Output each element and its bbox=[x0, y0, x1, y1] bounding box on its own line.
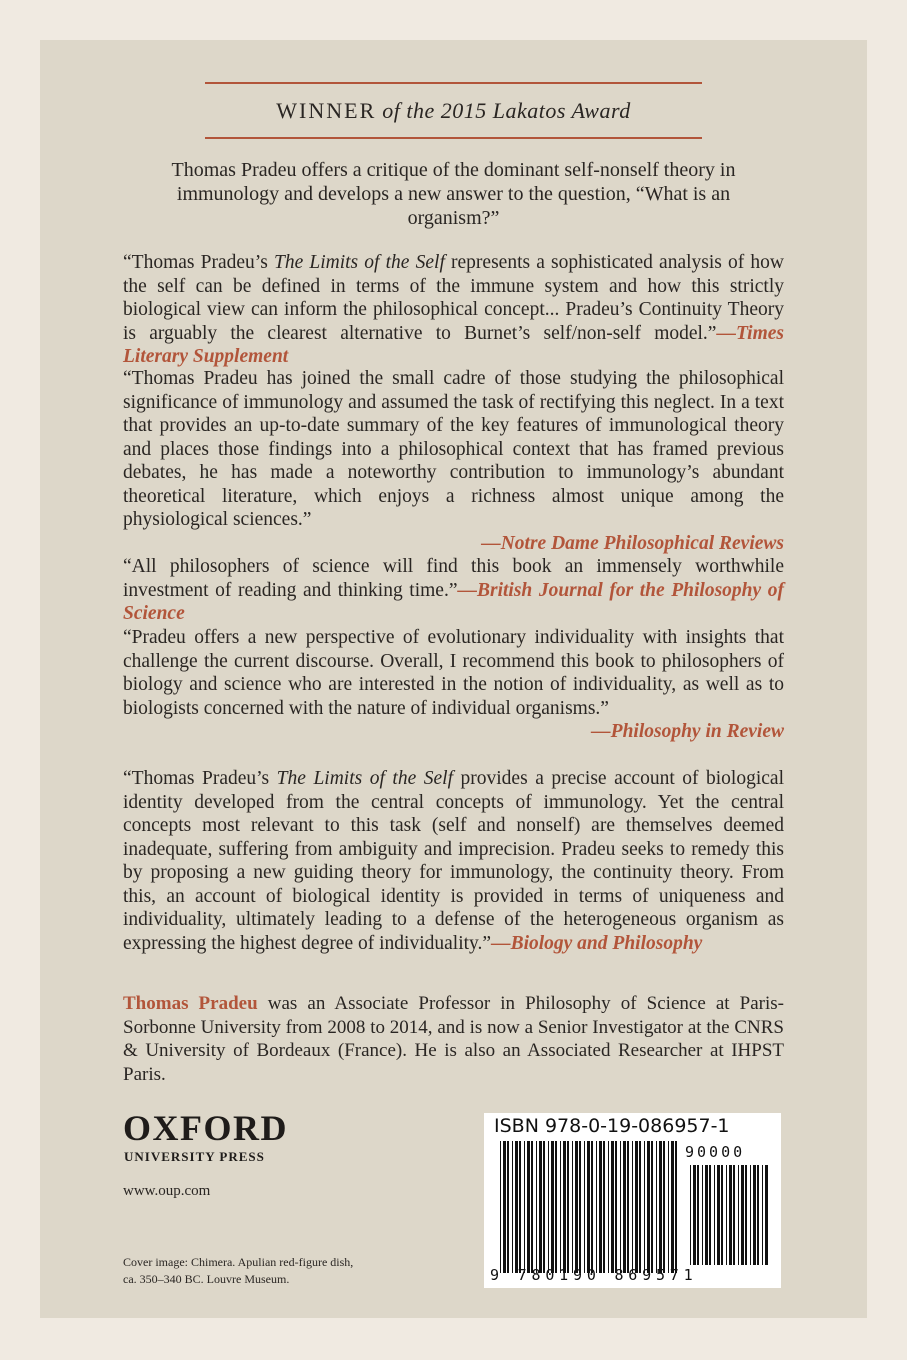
isbn-barcode bbox=[484, 1113, 781, 1288]
credit-line-1: Cover image: Chimera. Apulian red-figure dish, bbox=[123, 1255, 354, 1269]
barcode-bar bbox=[632, 1141, 633, 1273]
barcode-bar bbox=[627, 1141, 629, 1273]
barcode-bar bbox=[717, 1165, 720, 1265]
barcode-bar bbox=[729, 1165, 732, 1265]
barcode-bar bbox=[555, 1141, 557, 1273]
barcode-bar bbox=[702, 1165, 703, 1265]
barcode-bar bbox=[596, 1141, 597, 1273]
barcode-digits: 9 780190 869571 bbox=[490, 1266, 698, 1284]
barcode-bar bbox=[741, 1165, 744, 1265]
barcode-bar bbox=[647, 1141, 650, 1273]
barcode-bar bbox=[753, 1165, 756, 1265]
author-bio bbox=[123, 992, 784, 1086]
barcode-bar bbox=[639, 1141, 641, 1273]
barcode-bar bbox=[726, 1165, 727, 1265]
barcode-bar bbox=[659, 1141, 662, 1273]
publisher-press: UNIVERSITY PRESS bbox=[124, 1149, 265, 1164]
barcode-bar bbox=[663, 1141, 665, 1273]
barcode-bar bbox=[584, 1141, 585, 1273]
quote-text: “Thomas Pradeu’s bbox=[123, 768, 277, 789]
cover-credit bbox=[123, 1254, 383, 1288]
barcode-bar bbox=[599, 1141, 602, 1273]
barcode-bar bbox=[560, 1141, 561, 1273]
book-title: The Limits of the Self bbox=[276, 768, 453, 789]
publisher-url[interactable]: www.oup.com bbox=[123, 1183, 211, 1199]
barcode-bar bbox=[536, 1141, 537, 1273]
bio-text: was an Associate Professor in Philosophy of Science at Paris-Sorbonne University from 2008 to 2014, and is now a Senior Investigator at the CNRS & University of Bordeaux (France). He is also an Associated Researcher at IHPST Paris. bbox=[123, 993, 784, 1085]
barcode-bar bbox=[762, 1165, 763, 1265]
barcode-bar bbox=[651, 1141, 653, 1273]
barcode-bar bbox=[551, 1141, 554, 1273]
quote-text: “Pradeu offers a new perspective of evolutionary individuality with insights that challenge the current discourse. Overall, I recommend this book to philosophers of biology and science who are interested in the notion of individuality, as well as to biologists concerned with the nature of individual organisms.” bbox=[123, 627, 784, 719]
barcode-bar bbox=[572, 1141, 573, 1273]
quote-bjps bbox=[123, 555, 784, 626]
award-detail: of the 2015 Lakatos Award bbox=[382, 98, 631, 123]
price-code: 90000 bbox=[685, 1143, 746, 1161]
barcode-bar bbox=[690, 1165, 691, 1265]
barcode-bar bbox=[587, 1141, 590, 1273]
quote-text: represents a sophisticated analysis of how the self can be defined in terms of the immune system and how this strictly biological view can inform the philosophical concept... Pradeu’s Continuity Theory is arguably the clearest alternative to Burnet’s self/non-self model.” bbox=[123, 252, 785, 344]
quote-source: —Biology and Philosophy bbox=[491, 932, 703, 954]
barcode-bar bbox=[579, 1141, 581, 1273]
barcode-bar bbox=[548, 1141, 549, 1273]
barcode-bar bbox=[671, 1141, 674, 1273]
barcode-bar bbox=[714, 1165, 715, 1265]
quote-source: —Notre Dame Philosophical Reviews bbox=[481, 532, 784, 554]
quote-text: “Thomas Pradeu’s bbox=[123, 252, 274, 273]
barcode-bar bbox=[757, 1165, 759, 1265]
barcode-bars bbox=[484, 1113, 781, 1288]
award-winner: WINNER bbox=[276, 98, 377, 123]
author-name: Thomas Pradeu bbox=[123, 993, 258, 1014]
barcode-bar bbox=[644, 1141, 645, 1273]
barcode-bar bbox=[575, 1141, 578, 1273]
barcode-bar bbox=[623, 1141, 626, 1273]
barcode-bar bbox=[615, 1141, 617, 1273]
barcode-bar bbox=[503, 1141, 506, 1273]
barcode-bar bbox=[608, 1141, 609, 1273]
barcode-bar bbox=[656, 1141, 657, 1273]
barcode-bar bbox=[693, 1165, 696, 1265]
barcode-bar bbox=[675, 1141, 677, 1273]
barcode-bar bbox=[738, 1165, 739, 1265]
barcode-bar bbox=[567, 1141, 569, 1273]
bottom-rule bbox=[205, 137, 702, 139]
barcode-bar bbox=[733, 1165, 735, 1265]
barcode-bar bbox=[543, 1141, 545, 1273]
barcode-bar bbox=[500, 1141, 501, 1273]
top-rule bbox=[205, 82, 702, 84]
barcode-bar bbox=[697, 1165, 699, 1265]
barcode-bar bbox=[515, 1141, 518, 1273]
barcode-bar bbox=[709, 1165, 711, 1265]
barcode-bar bbox=[611, 1141, 614, 1273]
quote-text: provides a precise account of biological identity developed from the central concepts of immunology. Yet the central concepts most relevant to this task (self and nonself) are themselves deemed inadequate, suffering from ambiguity and imprecision. Pradeu seeks to remedy this by proposing a new guiding theory for immunology, the continuity theory. From this, an account of biological identity is provided in terms of uniqueness and individuality, ultimately leading to a defense of the heterogeneous organism as expressing the highest degree of individuality.” bbox=[123, 768, 784, 954]
barcode-bar bbox=[563, 1141, 566, 1273]
barcode-bar bbox=[519, 1141, 521, 1273]
quote-source: —British Journal for the Philosophy of Science bbox=[123, 579, 784, 624]
barcode-bar bbox=[527, 1141, 530, 1273]
quote-tls bbox=[123, 251, 784, 369]
credit-line-2: ca. 350–340 BC. Louvre Museum. bbox=[123, 1272, 290, 1286]
barcode-bar bbox=[635, 1141, 638, 1273]
barcode-bar bbox=[531, 1141, 533, 1273]
barcode-bar bbox=[745, 1165, 747, 1265]
quote-text: “All philosophers of science will find this book an immensely worthwhile investment of reading and thinking time.” bbox=[123, 556, 784, 601]
quote-source: —Philosophy in Review bbox=[591, 721, 784, 742]
quote-bp bbox=[123, 767, 784, 955]
barcode-bar bbox=[765, 1165, 768, 1265]
barcode-bar bbox=[668, 1141, 669, 1273]
barcode-bar bbox=[539, 1141, 542, 1273]
intro-blurb: Thomas Pradeu offers a critique of the dominant self-nonself theory in immunology and develops a new answer to the question, “What is an organism?” bbox=[171, 159, 736, 229]
publisher-logo: OXFORD bbox=[123, 1108, 288, 1148]
barcode-bar bbox=[524, 1141, 525, 1273]
quote-pir bbox=[123, 626, 784, 744]
barcode-bar bbox=[512, 1141, 513, 1273]
book-title: The Limits of the Self bbox=[273, 252, 445, 273]
barcode-bar bbox=[721, 1165, 723, 1265]
barcode-bar bbox=[750, 1165, 751, 1265]
quote-source: —Times Literary Supplement bbox=[123, 322, 784, 367]
barcode-bar bbox=[620, 1141, 621, 1273]
barcode-bar bbox=[705, 1165, 708, 1265]
quote-ndpr bbox=[123, 367, 784, 555]
barcode-bar bbox=[603, 1141, 605, 1273]
isbn-number: ISBN 978-0-19-086957-1 bbox=[494, 1115, 730, 1137]
quote-text: “Thomas Pradeu has joined the small cadre of those studying the philosophical significance of immunology and assumed the task of rectifying this neglect. In a text that provides an up-to-date summary of the key features of immunological theory and places those findings into a philosophical context that has framed previous debates, he has made a noteworthy contribution to immunology’s abundant theoretical literature, which enjoys a richness almost unique among the physiological sciences.” bbox=[123, 368, 784, 530]
award-line bbox=[205, 98, 702, 124]
barcode-bar bbox=[507, 1141, 509, 1273]
barcode-bar bbox=[591, 1141, 593, 1273]
